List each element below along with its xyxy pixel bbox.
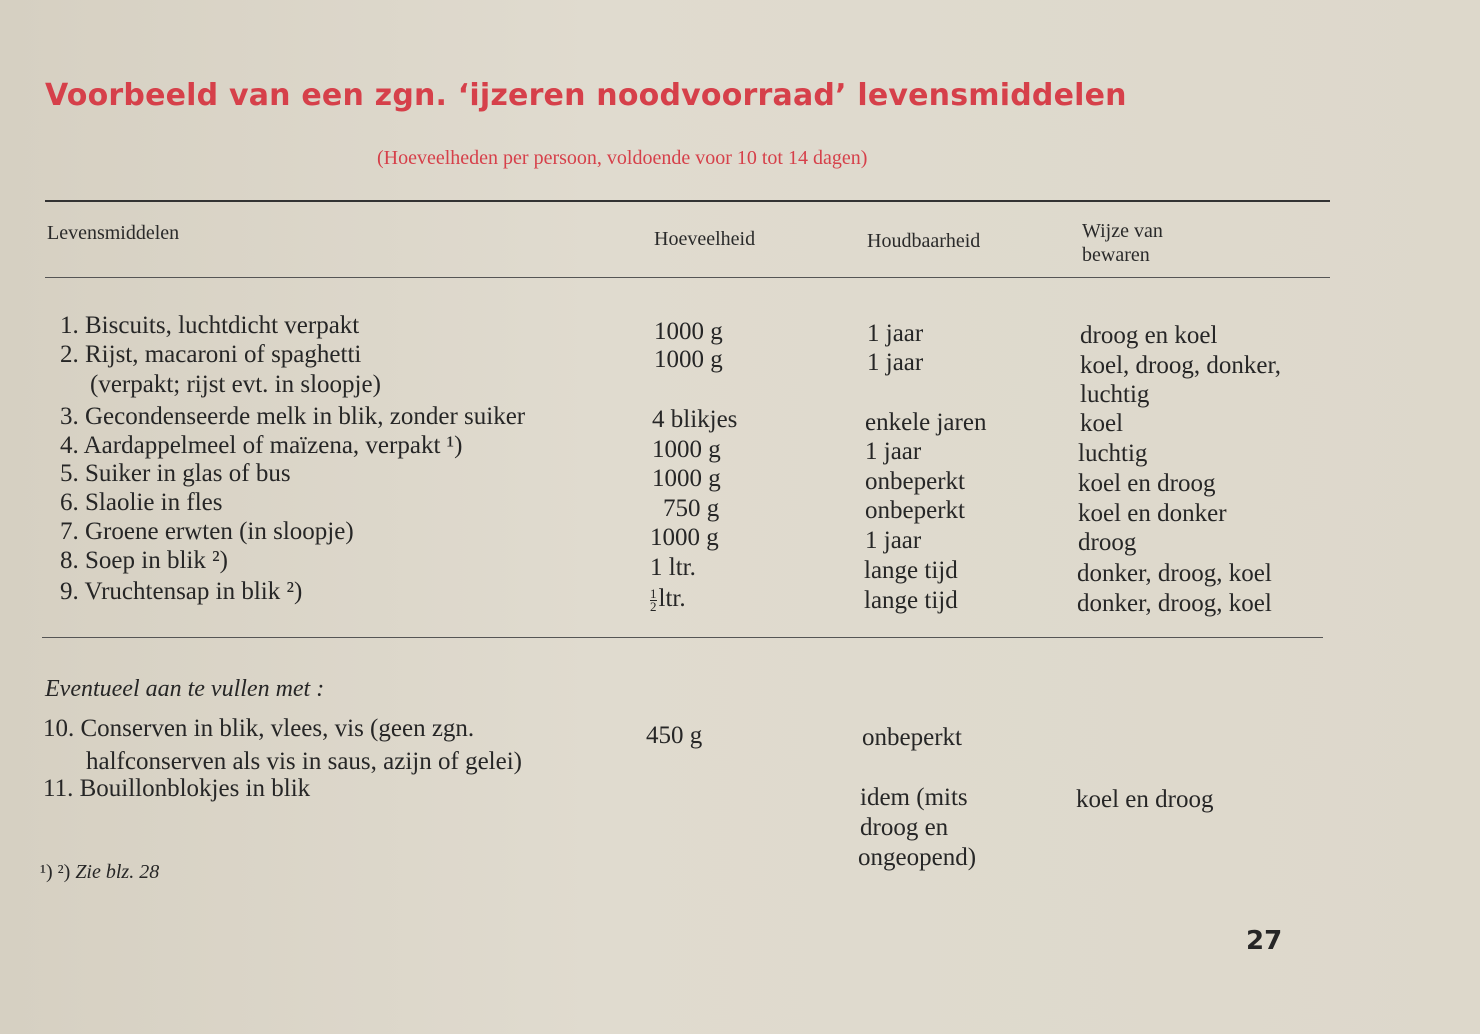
item-qty-4: 1000 g [652,436,721,463]
item-storage-2: koel, droog, donker, [1080,352,1282,379]
footnote [40,861,159,884]
page-number: 27 [1246,926,1283,956]
item-shelf-3: enkele jaren [865,409,987,436]
item-shelf-7: 1 jaar [865,527,922,554]
item-qty-2: 1000 g [654,346,723,373]
item-shelf-11a: idem (mits [860,784,968,811]
item-qty-7: 1000 g [650,524,719,551]
header-levensmiddelen: Levensmiddelen [47,222,180,244]
item-shelf-8: lange tijd [864,557,958,584]
item-shelf-11c: ongeopend) [858,844,977,871]
qty-fraction: $\frac{1}{2}$ [650,585,657,614]
header-rule [45,277,1330,278]
item-shelf-6: onbeperkt [865,497,965,524]
item-qty-5: 1000 g [652,465,721,492]
item-shelf-1: 1 jaar [867,320,924,347]
item-qty-1: 1000 g [654,318,723,345]
item-name-9: 9. Vruchtensap in blik ²) [60,578,303,605]
item-qty-10: 450 g [646,722,703,749]
item-name-6: 6. Slaolie in fles [60,489,223,516]
item-shelf-11b: droog en [860,814,949,841]
item-storage-1: droog en koel [1080,322,1218,349]
item-qty-6: 750 g [663,495,720,522]
item-name-7: 7. Groene erwten (in sloopje) [60,518,354,545]
item-shelf-10: onbeperkt [862,724,962,751]
item-qty-8: 1 ltr. [650,554,696,581]
item-storage-2b: luchtig [1080,381,1150,408]
item-name-10: 10. Conserven in blik, vlees, vis (geen zgn. [43,715,475,742]
header-wijze-van: Wijze van [1082,220,1163,242]
item-storage-5: koel en droog [1078,470,1216,497]
item-storage-7: droog [1078,529,1137,556]
item-name-2: 2. Rijst, macaroni of spaghetti [60,341,362,368]
item-storage-9: donker, droog, koel [1077,590,1272,617]
item-qty-9 [650,584,686,614]
item-shelf-5: onbeperkt [865,468,965,495]
item-name-8: 8. Soep in blik ²) [60,547,228,574]
item-shelf-4: 1 jaar [865,438,922,465]
header-houdbaarheid: Houdbaarheid [867,230,981,252]
footnote-text: Zie blz. 28 [75,861,160,883]
item-storage-11: koel en droog [1076,786,1214,813]
item-name-5: 5. Suiker in glas of bus [60,460,291,487]
page-title: Voorbeeld van een zgn. ‘ijzeren noodvoorraad’ levensmiddelen [45,78,1127,113]
item-shelf-2: 1 jaar [867,349,924,376]
header-hoeveelheid: Hoeveelheid [654,228,756,250]
item-name-3: 3. Gecondenseerde melk in blik, zonder suiker [60,403,526,430]
item-name-11: 11. Bouillonblokjes in blik [43,775,311,802]
item-name-1: 1. Biscuits, luchtdicht verpakt [60,312,360,339]
page-subtitle: (Hoeveelheden per persoon, voldoende voor 10 tot 14 dagen) [377,147,868,169]
table-end-rule [42,637,1323,638]
item-storage-4: luchtig [1078,440,1148,467]
item-name-2b: (verpakt; rijst evt. in sloopje) [90,371,381,398]
item-storage-3: koel [1080,410,1124,437]
optional-section-label: Eventueel aan te vullen met : [45,676,325,702]
top-rule [45,200,1330,202]
item-name-4: 4. Aardappelmeel of maïzena, verpakt ¹) [60,432,463,459]
footnote-marks: ¹) ²) [40,861,71,883]
item-qty-3: 4 blikjes [652,406,738,433]
header-bewaren: bewaren [1082,244,1150,266]
item-name-10b: halfconserven als vis in saus, azijn of gelei) [86,748,522,775]
item-storage-8: donker, droog, koel [1077,560,1272,587]
qty-unit: ltr. [658,585,686,612]
item-storage-6: koel en donker [1078,500,1227,527]
item-shelf-9: lange tijd [864,587,958,614]
